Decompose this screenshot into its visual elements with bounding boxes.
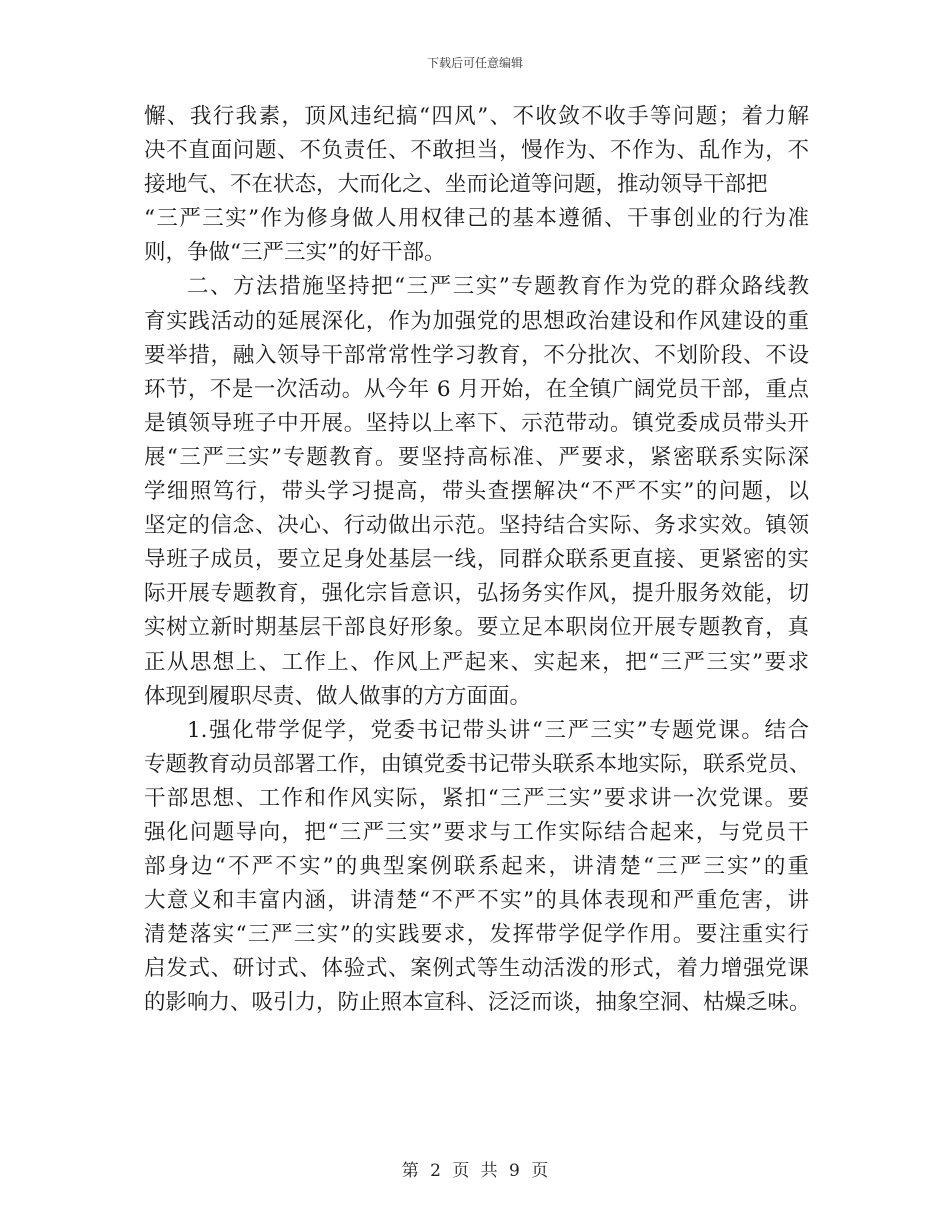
- text-line: 懈、我行我素，顶风违纪搞“四风”、不收敛不收手等问题；着力解: [144, 104, 809, 129]
- text-line: 1.强化带学促学，党委书记带头讲“三严三实”专题党课。结合: [187, 717, 809, 743]
- text-line: 清楚落实“三严三实”的实践要求，发挥带学促学作用。要注重实行: [144, 922, 809, 948]
- text-line: 导班子成员，要立足身处基层一线，同群众联系更直接、更紧密的实: [144, 547, 809, 573]
- text-line: 体现到履职尽责、做人做事的方方面面。: [144, 683, 532, 709]
- text-line: 决不直面问题、不负责任、不敢担当，慢作为、不作为、乱作为，不: [144, 138, 809, 164]
- text-line: 学细照笃行，带头学习提高，带头查摆解决“不严不实”的问题，以: [144, 479, 809, 505]
- text-line: 实树立新时期基层干部良好形象。要立足本职岗位开展专题教育，真: [144, 615, 809, 641]
- text-line: 环节，不是一次活动。从今年 6 月开始，在全镇广阔党员干部，重点: [144, 376, 809, 402]
- text-line: 正从思想上、工作上、作风上严起来、实起来，把“三严三实”要求: [144, 649, 809, 675]
- text-line: 大意义和丰富内涵，讲清楚“不严不实”的具体表现和严重危害，讲: [144, 888, 809, 914]
- text-line: 启发式、研讨式、体验式、案例式等生动活泼的形式，着力增强党课: [144, 956, 809, 982]
- header-note: 下载后可任意编辑: [426, 56, 523, 70]
- text-line: 育实践活动的延展深化，作为加强党的思想政治建设和作风建设的重: [144, 308, 809, 334]
- text-line: 则，争做“三严三实”的好干部。: [144, 240, 446, 266]
- text-line: “三严三实”作为修身做人用权律己的基本遵循、干事创业的行为准: [144, 206, 809, 232]
- text-line: 是镇领导班子中开展。坚持以上率下、示范带动。镇党委成员带头开: [144, 410, 809, 436]
- text-line: 强化问题导向，把“三严三实”要求与工作实际结合起来，与党员干: [144, 819, 809, 845]
- text-line: 的影响力、吸引力，防止照本宣科、泛泛而谈，抽象空洞、枯燥乏味。: [144, 990, 811, 1016]
- page-number-footer: 第 2 页 共 9 页: [401, 1161, 549, 1181]
- text-line: 部身边“不严不实”的典型案例联系起来，讲清楚“三严三实”的重: [144, 854, 809, 880]
- text-line: 专题教育动员部署工作，由镇党委书记带头联系本地实际，联系党员、: [144, 751, 811, 777]
- text-line: 要举措，融入领导干部常常性学习教育，不分批次、不划阶段、不设: [144, 342, 809, 368]
- text-line: 坚定的信念、决心、行动做出示范。坚持结合实际、务求实效。镇领: [144, 513, 809, 539]
- text-line: 接地气、不在状态，大而化之、坐而论道等问题，推动领导干部把: [144, 172, 768, 198]
- text-line: 展“三严三实”专题教育。要坚持高标准、严要求，紧密联系实际深: [144, 444, 809, 470]
- body-text: [144, 100, 809, 1021]
- text-line: 际开展专题教育，强化宗旨意识，弘扬务实作风，提升服务效能，切: [144, 581, 809, 607]
- text-line: 干部思想、工作和作风实际，紧扣“三严三实”要求讲一次党课。要: [144, 785, 809, 811]
- text-line: 二、方法措施坚持把“三严三实”专题教育作为党的群众路线教: [187, 274, 809, 300]
